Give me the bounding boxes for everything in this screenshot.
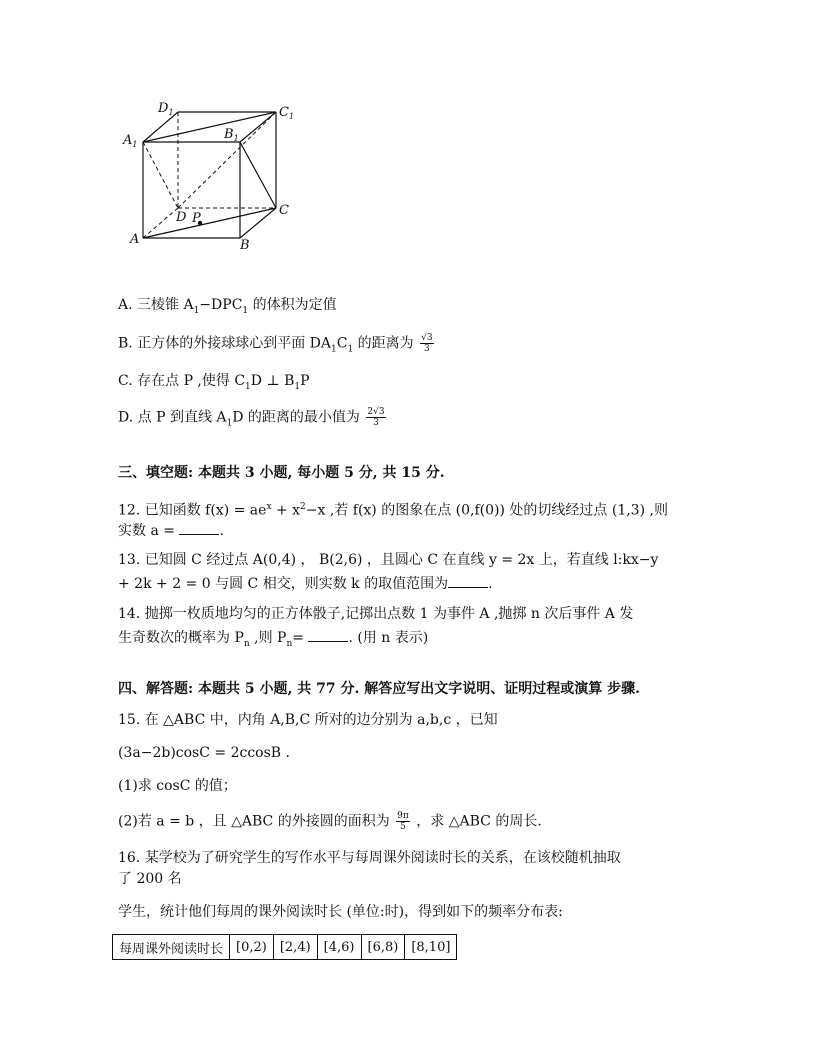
label-c1: $C_1$ — [279, 105, 295, 121]
label-p: P — [192, 211, 201, 226]
table-header-cell: 每周课外阅读时长 — [113, 935, 230, 960]
question-13-line1: 13. 已知圆 C 经过点 A(0,4) ， B(2,6) ，且圆心 C 在直线 y = 2x 上，若直线 l:kx−y — [118, 552, 659, 568]
label-b1: $B_1$ — [224, 127, 239, 143]
question-14-line1: 14. 抛掷一枚质地均匀的正方体骰子,记掷出点数 1 为事件 A ,抛掷 n 次后事件 A 发 — [118, 606, 634, 622]
fraction-2sqrt3-over-3: $\frac{2√3}{3}$ — [367, 407, 385, 428]
answer-blank[interactable] — [308, 627, 348, 642]
option-b: B. 正方体的外接球球心到平面 $DA_1C_1$ 的距离为 $\frac{√3}{3}$ — [118, 333, 433, 355]
question-15-line2: (3a−2b)cosC = 2ccosB . — [118, 745, 290, 761]
fraction-sqrt3-over-3: $\frac{√3}{3}$ — [421, 333, 433, 354]
option-a: A. 三棱锥 $A_1-DPC_1$ 的体积为定值 — [118, 297, 337, 316]
question-16-line2: 了 200 名 — [118, 871, 182, 887]
section-3-heading: 三、填空题: 本题共 3 小题, 每小题 5 分, 共 15 分. — [118, 465, 445, 481]
question-15-part2: (2)若 a = b ，且 △ABC 的外接圆的面积为 $\frac{9\pi}{5}$ ，求 △ABC 的周长. — [118, 811, 542, 832]
cube-figure — [118, 96, 308, 256]
label-c: C — [279, 203, 289, 218]
option-d: D. 点 P 到直线 $A_1D$ 的距离的最小值为 $\frac{2√3}{3}$ — [118, 407, 385, 429]
question-13-line2: + 2k + 2 = 0 与圆 C 相交，则实数 k 的取值范围为 . — [118, 573, 493, 594]
question-15-part1: (1)求 cosC 的值； — [118, 778, 237, 794]
hidden-a1-d — [143, 142, 178, 208]
table-row — [113, 935, 457, 960]
answer-blank[interactable] — [448, 573, 488, 588]
frequency-table — [112, 934, 457, 960]
table-cell: [8,10] — [405, 935, 457, 960]
label-d1: $D_1$ — [158, 101, 174, 117]
table-cell: [4,6) — [317, 935, 361, 960]
question-14-line2: 生奇数次的概率为 $P_n$ ,则 $P_n=$ . (用 n 表示) — [118, 627, 428, 654]
question-15-line1: 15. 在 △ABC 中，内角 A,B,C 所对的边分别为 a,b,c ，已知 — [118, 712, 498, 728]
label-a: A — [130, 232, 140, 247]
option-c: C. 存在点 P ,使得 $C_1D$ ⊥ $B_1P$ — [118, 373, 310, 392]
label-d: D — [176, 210, 187, 225]
fraction-9pi-over-5: $\frac{9\pi}{5}$ — [397, 811, 409, 832]
table-cell: [2,4) — [273, 935, 317, 960]
label-b: B — [240, 238, 250, 253]
table-cell: [0,2) — [230, 935, 274, 960]
question-16-line1: 16. 某学校为了研究学生的写作水平与每周课外阅读时长的关系，在该校随机抽取 — [118, 850, 621, 866]
question-12-line1: 12. 已知函数 $f(x) = ae^x + x^2-x$ ,若 f(x) 的图象在点 (0,f(0)) 处的切线经过点 (1,3) ,则 — [118, 502, 668, 519]
answer-blank[interactable] — [179, 520, 219, 535]
question-16-line3: 学生，统计他们每周的课外阅读时长 (单位:时)，得到如下的频率分布表: — [118, 904, 563, 920]
section-4-heading: 四、解答题: 本题共 5 小题, 共 77 分. 解答应写出文字说明、证明过程或演算 步骤. — [118, 681, 641, 697]
question-12-line2: 实数 a = . — [118, 520, 224, 541]
diag-a1-c1 — [143, 112, 276, 142]
label-a1: $A_1$ — [123, 133, 138, 149]
diag-b1-c — [240, 142, 276, 208]
table-cell: [6,8) — [361, 935, 405, 960]
